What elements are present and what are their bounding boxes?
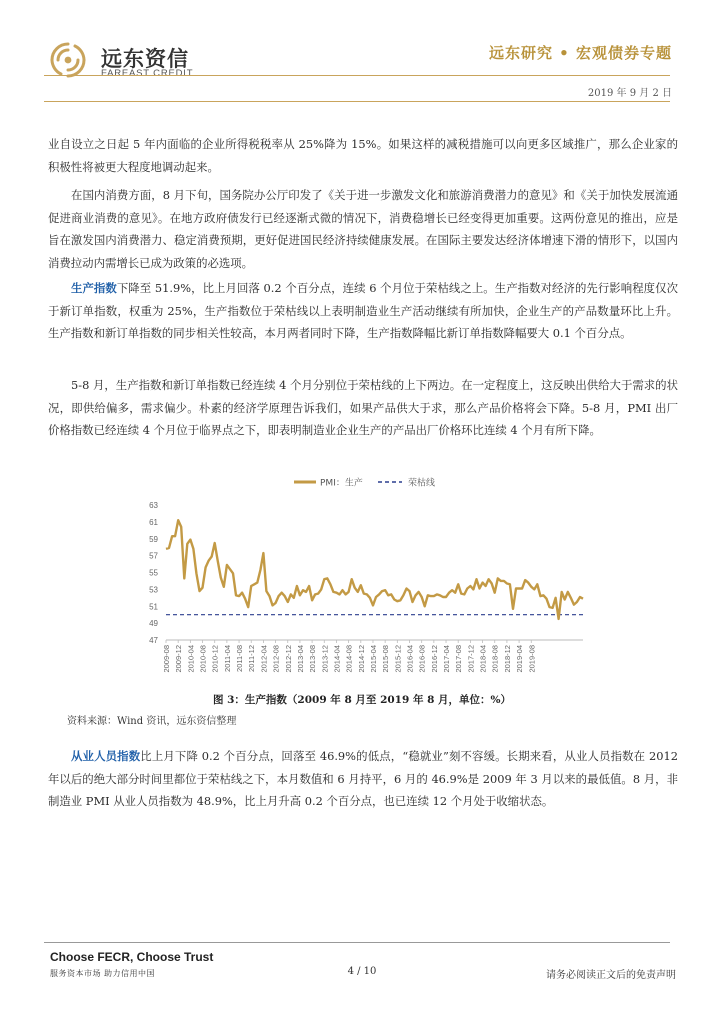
figure-caption: 图 3：生产指数（2009 年 8 月至 2019 年 8 月，单位：%） [212, 694, 512, 706]
brand-name-en: FAREAST CREDIT [101, 68, 194, 79]
y-tick-label: 53 [149, 585, 158, 595]
production-index-line [166, 520, 583, 619]
x-tick-label: 2018-04 [478, 645, 488, 673]
x-tick-label: 2016-12 [429, 645, 439, 673]
keyword-production-index: 生产指数 [71, 281, 117, 295]
x-tick-label: 2015-08 [381, 645, 391, 673]
x-tick-label: 2013-08 [308, 645, 318, 673]
y-tick-label: 59 [149, 534, 158, 544]
footer-slogan: Choose FECR, Choose Trust [50, 950, 214, 964]
x-tick-label: 2015-04 [368, 645, 378, 673]
y-tick-label: 61 [149, 517, 158, 527]
y-tick-label: 47 [149, 636, 158, 645]
paragraph-employment-text: 比上月下降 0.2 个百分点，回落至 46.9%的低点，“稳就业”刻不容缓。长期来看，从业人员指数在 2012 年以后的绝大部分时间里都位于荣枯线之下，本月数值和 6 月持平，6 月的 46.9%是 2009 年 3 月以来的最低值。8 月，非制造业 PMI 从业人员指数为 48.9%，比上月升高 0.2 个百分点，也已连续 12 个月处于收缩状态。 [48, 749, 678, 808]
chart-marks [166, 520, 583, 619]
x-tick-label: 2012-12 [283, 645, 293, 673]
x-tick-label: 2014-04 [332, 645, 342, 673]
fareast-logo-icon [44, 40, 92, 80]
y-tick-label: 51 [149, 602, 158, 612]
page-number: 4 / 10 [347, 966, 377, 977]
x-tick-label: 2014-12 [356, 645, 366, 673]
report-date: 2019 年 9 月 2 日 [587, 88, 672, 99]
figure-source: 资料来源：Wind 资讯，远东资信整理 [67, 716, 237, 727]
production-index-chart [136, 470, 596, 690]
footer-disclaimer: 请务必阅读正文后的免责声明 [546, 970, 676, 981]
chart-axes [149, 501, 583, 673]
page-header [0, 0, 724, 110]
header-divider [44, 75, 670, 76]
legend-label-production: PMI：生产 [320, 478, 363, 489]
y-tick-label: 49 [149, 619, 158, 629]
x-tick-label: 2013-04 [295, 645, 305, 673]
report-series-title: 远东研究 • 宏观债券专题 [488, 44, 672, 62]
footer-subslogan: 服务资本市场 助力信用中国 [50, 969, 156, 978]
paragraph-production-index [48, 277, 678, 345]
x-tick-label: 2011-08 [235, 645, 245, 672]
x-tick-label: 2012-08 [271, 645, 281, 673]
x-tick-label: 2014-08 [344, 645, 354, 673]
legend-label-threshold: 荣枯线 [408, 478, 436, 489]
keyword-employment-index: 从业人员指数 [71, 749, 141, 763]
x-tick-label: 2013-12 [320, 645, 330, 673]
x-tick-label: 2011-04 [222, 645, 232, 672]
x-tick-label: 2018-12 [502, 645, 512, 673]
paragraph-supply-demand: 5-8 月，生产指数和新订单指数已经连续 4 个月分别位于荣枯线的上下两边。在一定程度上，这反映出供给大于需求的状况，即供给偏多，需求偏少。朴素的经济学原理告诉我们，如果产品供大于求，那么产品价格将会下降。5-8 月，PMI 出厂价格指数已经连续 4 个月位于临界点之下，即表明制造业企业生产的产品出厂价格环比连续 4 个月有所下降。 [48, 378, 678, 437]
x-tick-label: 2017-08 [454, 645, 464, 673]
y-tick-label: 55 [149, 568, 158, 578]
x-tick-label: 2015-12 [393, 645, 403, 673]
x-tick-label: 2019-08 [527, 645, 537, 673]
x-tick-label: 2017-04 [442, 645, 452, 673]
x-tick-label: 2010-04 [186, 645, 196, 673]
paragraph-employment-index [48, 745, 678, 813]
x-tick-label: 2010-08 [198, 645, 208, 673]
x-tick-label: 2012-04 [259, 645, 269, 673]
date-divider [44, 101, 670, 102]
y-tick-label: 63 [149, 501, 158, 510]
y-tick-label: 57 [149, 551, 158, 561]
paragraph-consumption: 在国内消费方面，8 月下旬，国务院办公厅印发了《关于进一步激发文化和旅游消费潜力的意见》和《关于加快发展流通促进商业消费的意见》。在地方政府债发行已经逐渐式微的情况下，消费稳增长已经变得更加重要。这两份意见的推出，应是旨在激发国内消费潜力、稳定消费预期，更好促进国民经济持续健康发展。在国际主要发达经济体增速下滑的情形下，以国内消费拉动内需增长已成为政策的必选项。 [48, 188, 678, 270]
x-tick-label: 2009-08 [162, 645, 171, 673]
x-tick-label: 2016-08 [417, 645, 427, 673]
footer-divider [44, 942, 670, 943]
paragraph-production-text: 下降至 51.9%，比上月回落 0.2 个百分点，连续 6 个月位于荣枯线之上。生产指数对经济的先行影响程度仅次于新订单指数，权重为 25%，生产指数位于荣枯线以上表明制造业生产活动继续有所加快，企业生产的产品数量环比上升。生产指数和新订单指数的同步相关性较高，本月两者同时下降，生产指数降幅比新订单指数降幅要大 0.1 个百分点。 [48, 281, 678, 340]
x-tick-label: 2010-12 [210, 645, 220, 673]
x-tick-label: 2018-08 [490, 645, 500, 673]
x-tick-label: 2019-04 [515, 645, 525, 673]
paragraph-tax: 业自设立之日起 5 年内面临的企业所得税税率从 25%降为 15%。如果这样的减税措施可以向更多区域推广，那么企业家的积极性将被更大程度地调动起来。 [48, 137, 678, 174]
chart-legend [294, 477, 435, 489]
brand-name-cn: 远东资信 [101, 47, 189, 71]
x-tick-label: 2009-12 [174, 645, 184, 673]
x-tick-label: 2017-12 [466, 645, 476, 673]
x-tick-label: 2016-04 [405, 645, 415, 673]
x-tick-label: 2011-12 [247, 645, 257, 672]
